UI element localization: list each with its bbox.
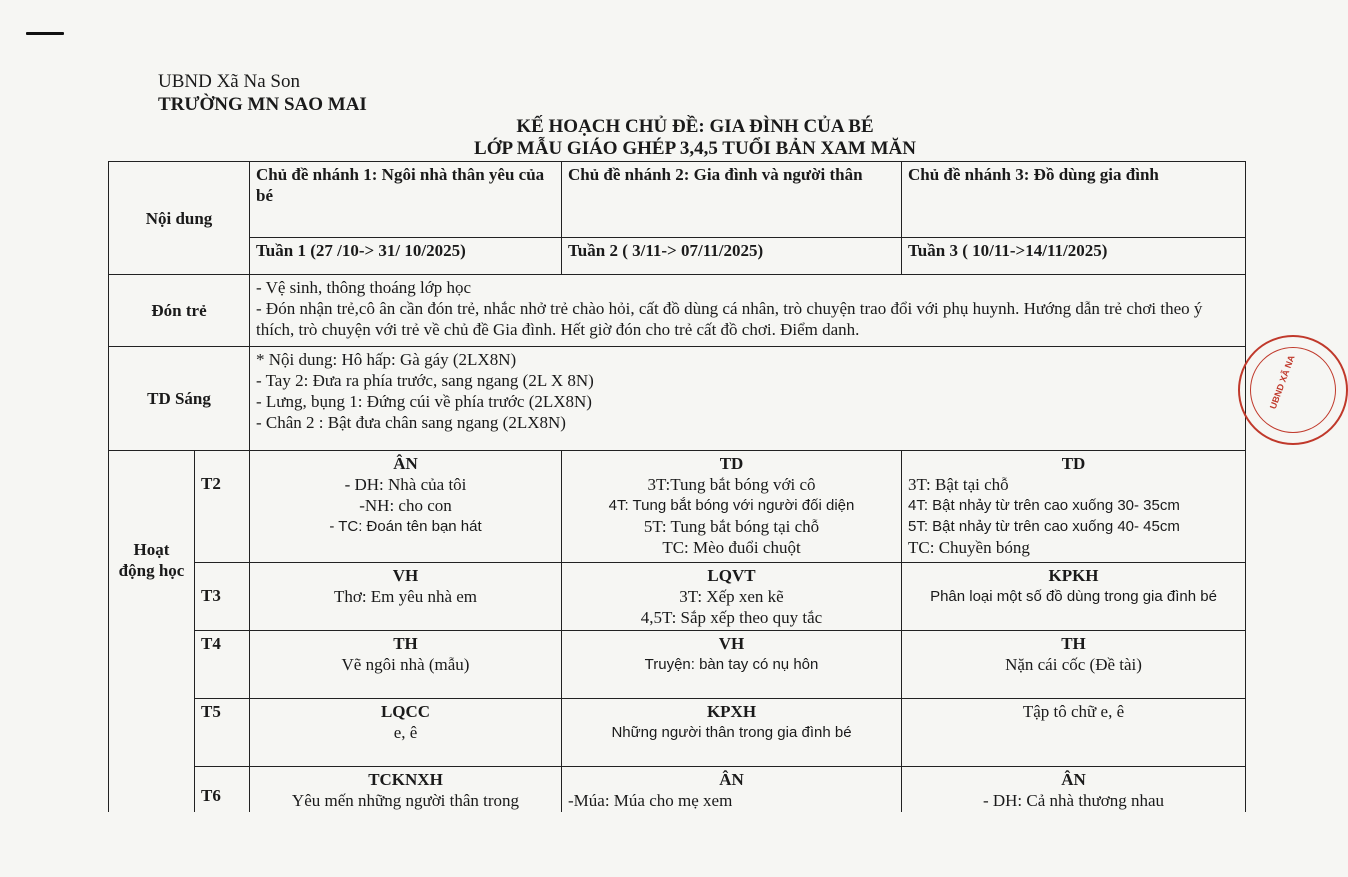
- activity-subject: ÂN: [1061, 770, 1086, 789]
- activity-cell: [902, 767, 1246, 814]
- activity-cell: [902, 631, 1246, 699]
- activity-subject: ÂN: [393, 454, 418, 473]
- day-t3: T3: [195, 563, 250, 631]
- activity-cell: [250, 563, 562, 631]
- activity-line: - DH: Nhà của tôi: [344, 475, 467, 494]
- activity-subject: KPKH: [1048, 566, 1099, 585]
- td-sang-line: - Chân 2 : Bật đưa chân sang ngang (2LX8N): [256, 413, 566, 432]
- activity-line: Truyện: bàn tay có nụ hôn: [644, 656, 819, 673]
- don-tre-label: Đón trẻ: [109, 275, 250, 347]
- activity-subject: TD: [1061, 454, 1086, 473]
- activity-line: - DH: Cả nhà thương nhau: [982, 791, 1165, 810]
- activity-line: -NH: cho con: [359, 496, 452, 515]
- corner-mark: [26, 32, 64, 35]
- activity-subject: LQVT: [707, 566, 756, 585]
- activity-cell: [250, 451, 562, 563]
- activity-subject: TH: [393, 634, 418, 653]
- hoat-dong-label: [109, 451, 195, 814]
- activity-cell: [250, 631, 562, 699]
- activity-cell: [902, 563, 1246, 631]
- activity-cell: [562, 631, 902, 699]
- activity-line: 5T: Bật nhảy từ trên cao xuống 40- 45cm: [908, 518, 1180, 535]
- day-t5: T5: [195, 699, 250, 767]
- activity-subject: TD: [719, 454, 744, 473]
- activity-cell: [562, 563, 902, 631]
- plan-table: [108, 161, 1246, 814]
- page-bottom-margin: [0, 812, 1280, 877]
- activity-cell: [250, 699, 562, 767]
- doc-title: KẾ HOẠCH CHỦ ĐỀ: GIA ĐÌNH CỦA BÉ: [516, 116, 874, 137]
- week-1: Tuần 1 (27 /10-> 31/ 10/2025): [250, 238, 562, 275]
- day-t2: T2: [195, 451, 250, 563]
- activity-cell: [902, 451, 1246, 563]
- org-name: UBND Xã Na Son: [158, 71, 300, 92]
- activity-cell: [562, 451, 902, 563]
- activity-line: 3T: Xếp xen kẽ: [679, 587, 784, 606]
- activity-subject: LQCC: [380, 702, 431, 721]
- don-tre-line: - Vệ sinh, thông thoáng lớp học: [256, 278, 472, 297]
- week-2: Tuần 2 ( 3/11-> 07/11/2025): [562, 238, 902, 275]
- branch-2: Chủ đề nhánh 2: Gia đình và người thân: [562, 162, 902, 238]
- activity-line: Yêu mến những người thân trong: [291, 791, 520, 810]
- activity-line: Tập tô chữ e, ê: [1022, 702, 1125, 721]
- activity-line: 5T: Tung bắt bóng tại chỗ: [643, 517, 820, 536]
- activity-line: TC: Mèo đuổi chuột: [662, 538, 801, 557]
- branch-3: Chủ đề nhánh 3: Đồ dùng gia đình: [902, 162, 1246, 238]
- activity-line: Thơ: Em yêu nhà em: [333, 587, 478, 606]
- week-3: Tuần 3 ( 10/11->14/11/2025): [902, 238, 1246, 275]
- activity-line: -Múa: Múa cho mẹ xem: [568, 791, 733, 810]
- td-sang-line: * Nội dung: Hô hấp: Gà gáy (2LX8N): [256, 350, 517, 369]
- activity-line: TC: Chuyền bóng: [908, 538, 1030, 557]
- activity-line: 3T: Bật tại chỗ: [908, 475, 1009, 494]
- activity-line: Những người thân trong gia đình bé: [611, 724, 852, 741]
- seal-text: UBND XÃ NA: [1267, 353, 1297, 411]
- activity-subject: ÂN: [719, 770, 744, 789]
- activity-cell: [562, 699, 902, 767]
- don-tre-content: [250, 275, 1246, 347]
- activity-line: Phân loại một số đồ dùng trong gia đình bé: [930, 588, 1217, 605]
- activity-subject: VH: [718, 634, 745, 653]
- branch-1: Chủ đề nhánh 1: Ngôi nhà thân yêu của bé: [250, 162, 562, 238]
- org-header: [158, 70, 367, 116]
- activity-line: 3T:Tung bắt bóng với cô: [647, 475, 816, 494]
- activity-subject: KPXH: [706, 702, 757, 721]
- content-label: Nội dung: [109, 162, 250, 275]
- activity-line: 4T: Tung bắt bóng với người đối diện: [608, 497, 855, 514]
- td-sang-content: [250, 347, 1246, 451]
- td-sang-line: - Tay 2: Đưa ra phía trước, sang ngang (2L X 8N): [256, 371, 594, 390]
- activity-cell: [562, 767, 902, 814]
- activity-cell: [250, 767, 562, 814]
- activity-line: e, ê: [393, 723, 418, 742]
- don-tre-line: - Đón nhận trẻ,cô ân cần đón trẻ, nhắc nhở trẻ chào hỏi, cất đồ dùng cá nhân, trò chuyện trao đổi với phụ huynh. Hướng dẫn trẻ chơi theo ý thích, trò chuyện với trẻ về chủ đề Gia đình. Hết giờ đón cho trẻ cất đồ chơi. Điểm danh.: [256, 299, 1203, 339]
- school-name: TRƯỜNG MN SAO MAI: [158, 94, 367, 115]
- day-t6: T6: [195, 767, 250, 814]
- activity-subject: VH: [392, 566, 419, 585]
- doc-subtitle: LỚP MẪU GIÁO GHÉP 3,4,5 TUỔI BẢN XAM MĂN: [474, 138, 916, 159]
- activity-line: Nặn cái cốc (Đề tài): [1005, 655, 1142, 674]
- day-t4: T4: [195, 631, 250, 699]
- activity-line: 4,5T: Sắp xếp theo quy tắc: [640, 608, 823, 627]
- td-sang-line: - Lưng, bụng 1: Đứng cúi về phía trước (2LX8N): [256, 392, 592, 411]
- activity-line: Vẽ ngôi nhà (mẫu): [341, 655, 470, 674]
- activity-line: 4T: Bật nhảy từ trên cao xuống 30- 35cm: [908, 497, 1180, 514]
- activity-subject: TCKNXH: [368, 770, 443, 789]
- hoat-dong-label-text: Hoạt động học: [118, 540, 185, 580]
- red-seal-stamp: [1238, 335, 1348, 445]
- td-sang-label: TD Sáng: [109, 347, 250, 451]
- activity-cell: [902, 699, 1246, 767]
- activity-subject: TH: [1061, 634, 1086, 653]
- activity-line: - TC: Đoán tên bạn hát: [329, 518, 482, 535]
